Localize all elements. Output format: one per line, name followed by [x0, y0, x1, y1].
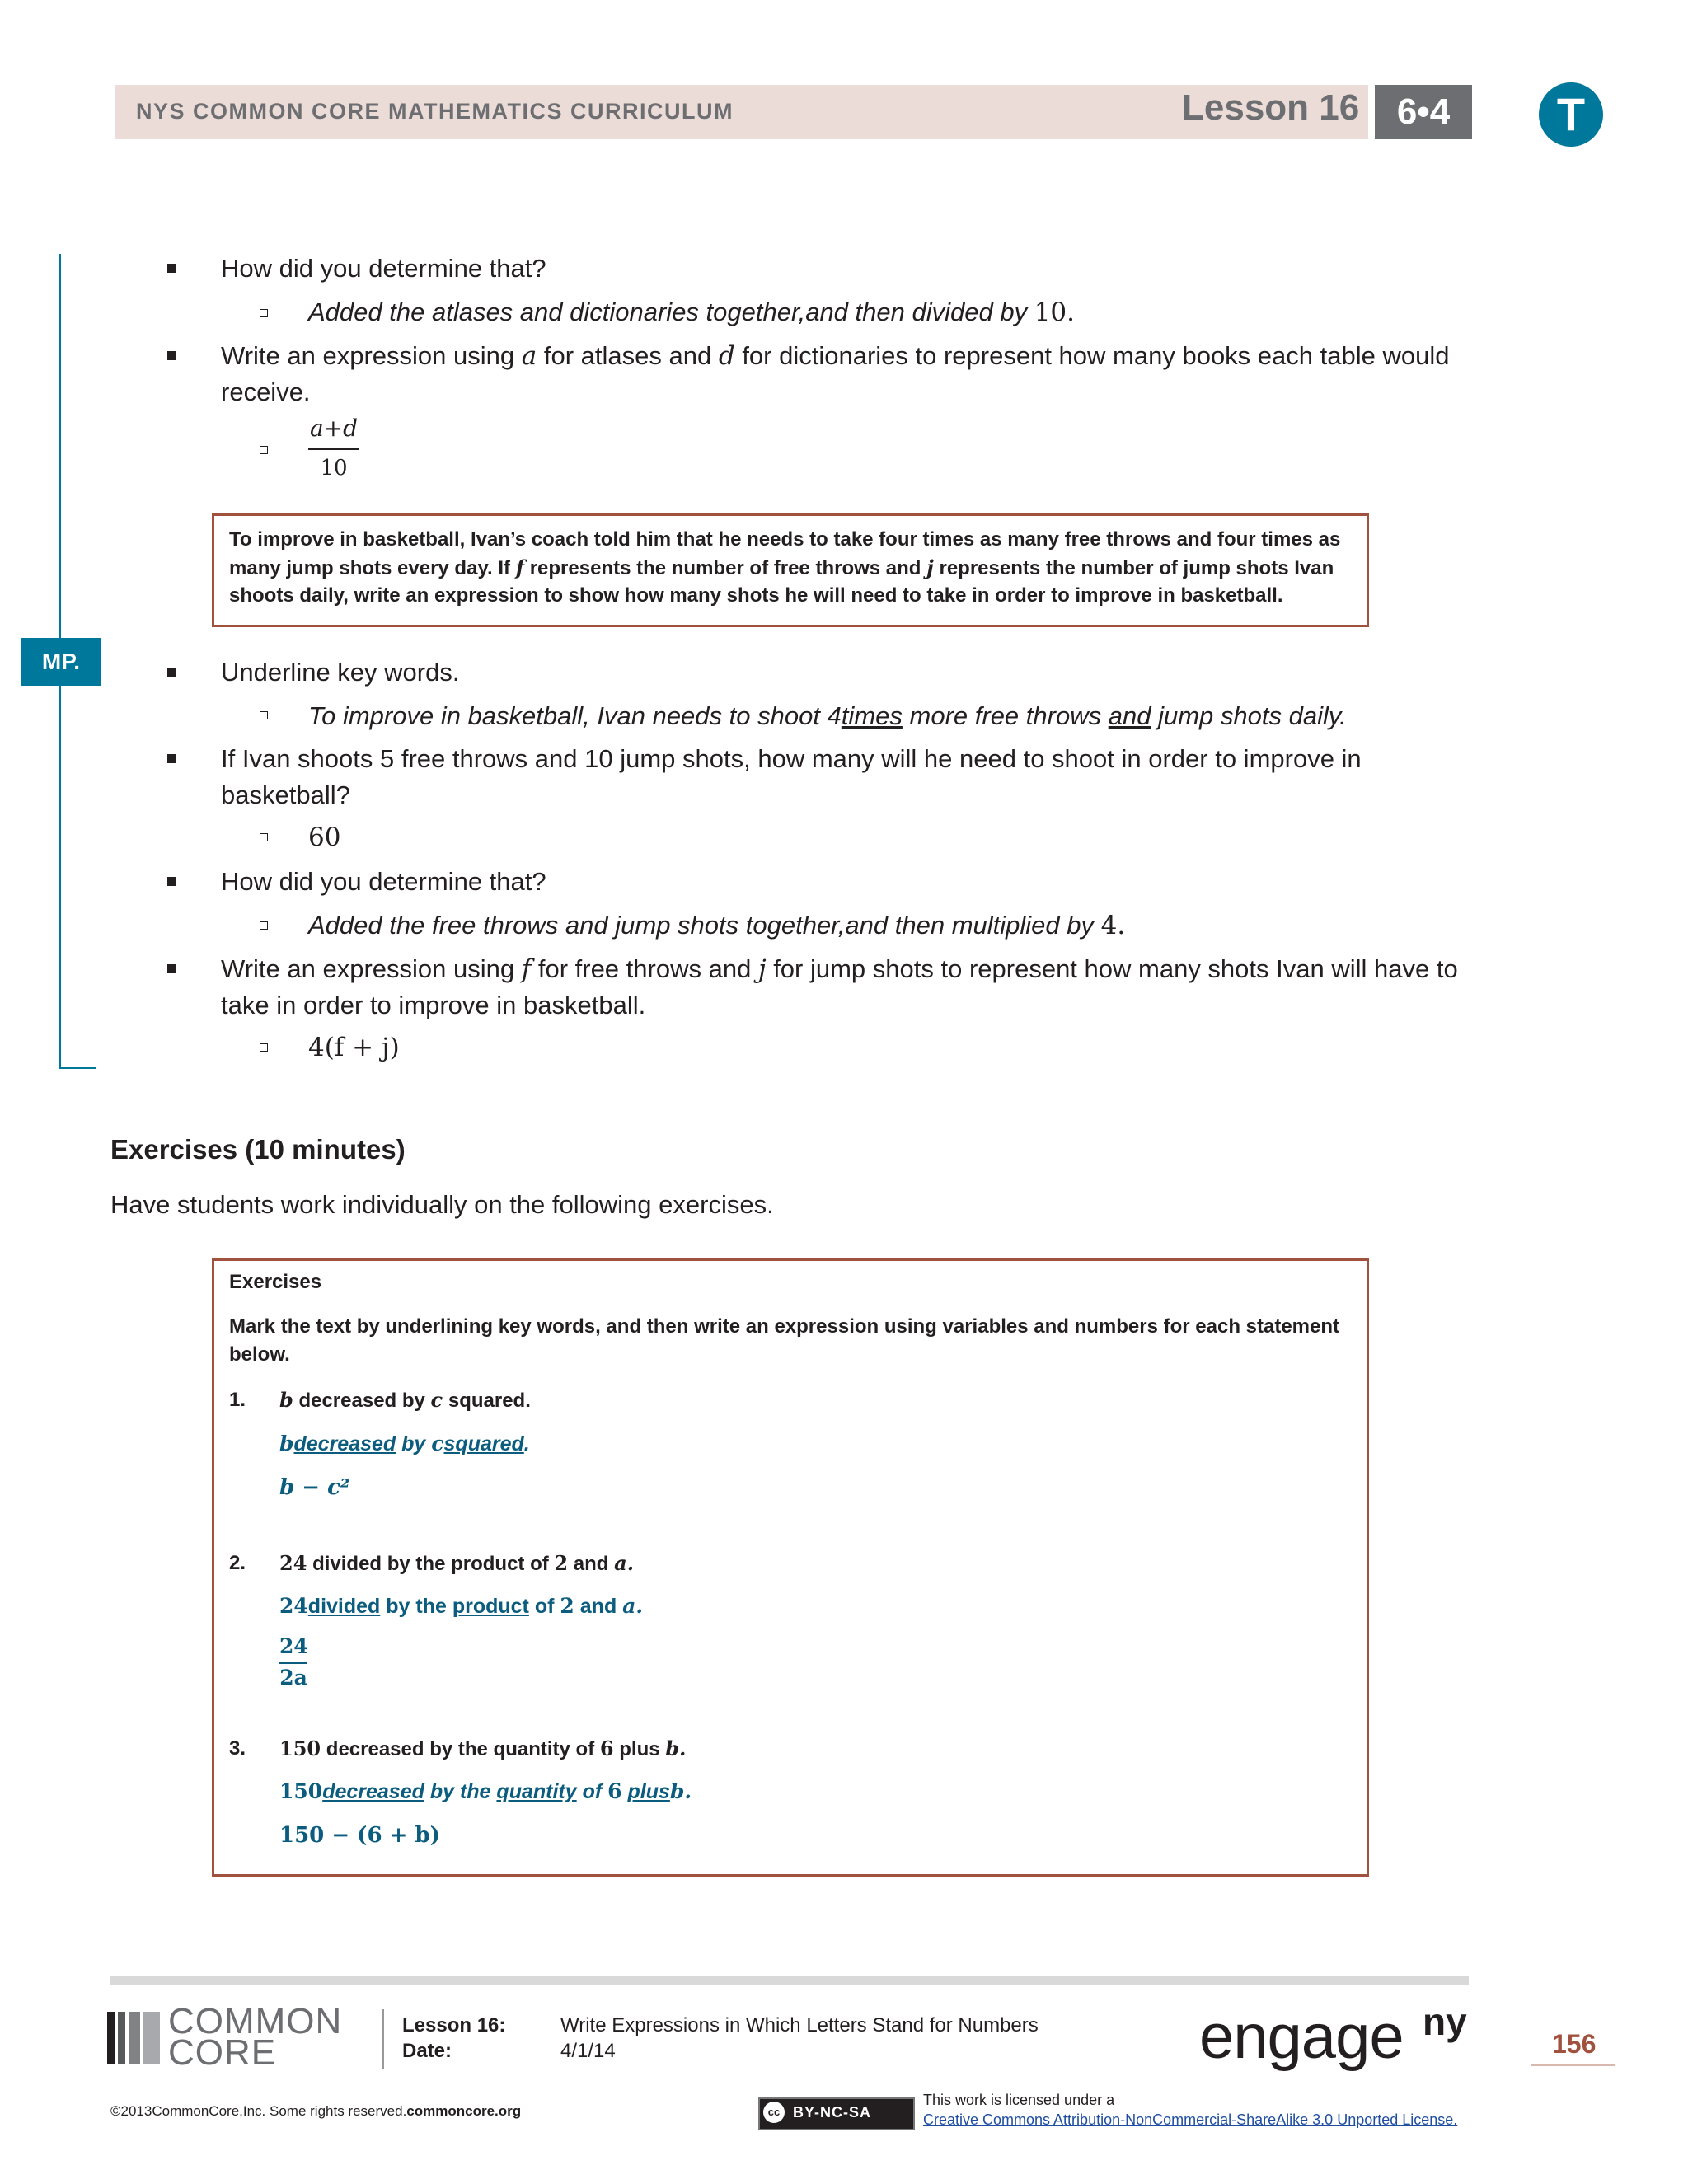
bullet-icon	[167, 964, 176, 973]
exercise-number: 3.	[229, 1737, 246, 1760]
exercise-instructions: Mark the text by underlining key words, and then write an expression using variables and numbers for each statement	[229, 1315, 1340, 1338]
cc-icon: cc	[763, 2102, 785, 2123]
margin-rule-top	[59, 254, 61, 641]
logo-bar	[143, 2012, 160, 2064]
question-continued: basketball?	[221, 780, 350, 809]
bullet-icon	[167, 754, 176, 763]
logo-bar	[107, 2012, 115, 2064]
logo-bar	[118, 2012, 125, 2064]
section-heading: Exercises (10 minutes)	[110, 1134, 406, 1165]
exercise-expression: 150 − (6 + b)	[279, 1823, 440, 1848]
problem-text-line: many jump shots every day. If f represents the number of free throws and j represents the number of jump shots Ivan	[229, 555, 1334, 579]
footer-lesson-title: Write Expressions in Which Letters Stand for Numbers	[560, 2014, 1039, 2036]
footer-divider	[382, 2009, 384, 2069]
sub-bullet-icon	[260, 309, 268, 317]
license-text: This work is licensed under a	[923, 2092, 1115, 2108]
sub-bullet-icon	[260, 833, 268, 841]
bullet-icon	[167, 668, 176, 677]
mp-tag: MP.	[21, 638, 101, 686]
question: If Ivan shoots 5 free throws and 10 jump shots, how many will he need to shoot in order to improve in	[221, 744, 1362, 773]
page-number: 156	[1552, 2029, 1597, 2059]
curriculum-title: NYS COMMON CORE MATHEMATICS CURRICULUM	[136, 99, 734, 124]
bullet-icon	[167, 351, 176, 360]
sub-bullet-icon	[260, 446, 268, 454]
question: Underline key words.	[221, 658, 460, 687]
exercise-number: 2.	[229, 1552, 246, 1574]
exercise-marked-text: 24divided by the product of 2 and a.	[279, 1594, 644, 1618]
page-number-rule	[1531, 2064, 1615, 2066]
exercise-prompt: 150 decreased by the quantity of 6 plus b.	[279, 1736, 687, 1760]
answer-expression: 4(f + j)	[308, 1033, 400, 1062]
copyright: ©2013CommonCore,Inc. Some rights reserved.commoncore.org	[110, 2103, 522, 2119]
bullet-icon	[167, 877, 176, 886]
exercise-prompt: b decreased by c squared.	[279, 1388, 531, 1412]
exercise-prompt: 24 divided by the product of 2 and a.	[279, 1551, 635, 1575]
footer-date-label: Date:	[402, 2040, 452, 2062]
logo-word-common: COMMON	[168, 2001, 343, 2041]
cc-license-badge[interactable]	[758, 2097, 915, 2130]
exercise-instructions-continued: below.	[229, 1343, 290, 1366]
margin-rule-bottom	[59, 686, 61, 1069]
sub-bullet-icon	[260, 921, 268, 930]
section-intro: Have students work individually on the following exercises.	[110, 1190, 774, 1219]
question: How did you determine that?	[221, 867, 546, 896]
exercise-number: 1.	[229, 1389, 246, 1411]
answer: Added the atlases and dictionaries together,and then divided by 10.	[308, 298, 1076, 327]
fraction-numerator: 24	[279, 1634, 308, 1658]
answer: To improve in basketball, Ivan needs to shoot 4times more free throws and jump shots daily.	[308, 701, 1347, 730]
fraction-numerator: a+d	[309, 415, 359, 442]
question: How did you determine that?	[221, 254, 546, 283]
problem-text-line: To improve in basketball, Ivan’s coach told him that he needs to take four times as many free throws and four times as	[229, 528, 1341, 551]
fraction-denominator: 10	[320, 456, 348, 480]
question: Write an expression using f for free throws and j for jump shots to represent how many shots Ivan will have to	[221, 954, 1458, 984]
lesson-title: Lesson 16	[1182, 87, 1360, 128]
fraction-denominator: 2a	[279, 1666, 307, 1690]
logo-bar	[129, 2012, 140, 2064]
footer-rule	[110, 1976, 1469, 1985]
footer-date: 4/1/14	[560, 2040, 616, 2062]
exercise-box-title: Exercises	[229, 1271, 322, 1293]
module-code: 6•4	[1375, 85, 1472, 139]
engageny-logo: engage	[1199, 2002, 1404, 2072]
exercise-marked-text: 150decreased by the quantity of 6 plusb.	[279, 1779, 692, 1803]
question-continued: take in order to improve in basketball.	[221, 991, 646, 1019]
teacher-badge: T	[1539, 82, 1603, 147]
answer: Added the free throws and jump shots together,and then multiplied by 4.	[308, 911, 1126, 940]
fraction-bar	[308, 448, 359, 450]
exercise-marked-text: bdecreased by csquared.	[279, 1432, 530, 1455]
footer-lesson-label: Lesson 16:	[402, 2014, 506, 2036]
fraction-bar	[279, 1662, 307, 1664]
question-continued: receive.	[221, 377, 311, 406]
question: Write an expression using a for atlases and d for dictionaries to represent how many books each table would	[221, 341, 1450, 371]
margin-rule-foot	[59, 1067, 96, 1069]
engageny-logo-sup: ny	[1423, 2000, 1467, 2043]
answer: 60	[308, 823, 341, 852]
license-link[interactable]: Creative Commons Attribution-NonCommercial-ShareAlike 3.0 Unported License.	[923, 2111, 1458, 2128]
cc-badge-label: BY-NC-SA	[793, 2104, 872, 2121]
sub-bullet-icon	[260, 1043, 268, 1052]
problem-text-line: shoots daily, write an expression to show how many shots he will need to take in order to improve in basketball.	[229, 584, 1283, 607]
logo-word-core: CORE	[168, 2032, 277, 2073]
exercise-expression: b − c²	[279, 1475, 350, 1500]
bullet-icon	[167, 264, 176, 273]
sub-bullet-icon	[260, 711, 268, 719]
